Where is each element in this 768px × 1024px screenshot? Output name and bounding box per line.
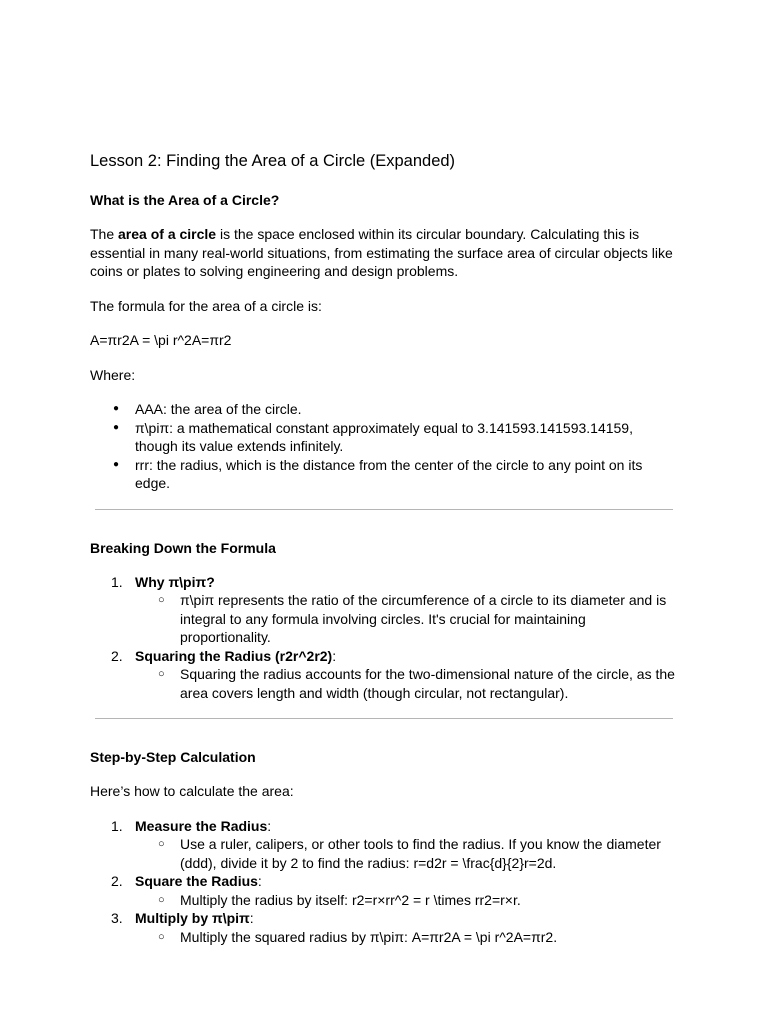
item-bold: Squaring the Radius (r2r^2r2) — [135, 647, 333, 664]
section-heading-breakdown: Breaking Down the Formula — [90, 539, 276, 556]
sub-list — [135, 665, 678, 702]
intro-post: is the space enclosed within its circular boundary. Calculating this is essential in many real-world situations, from estimating the surface area of circular objects like coins or plates to solving engineering and design problems. — [90, 226, 673, 279]
variable-list — [90, 400, 678, 493]
item-bold: Measure the Radius — [135, 817, 268, 834]
list-item: ● rrr: the radius, which is the distance from the center of the circle to any point on its edge. — [135, 456, 678, 493]
divider — [95, 509, 673, 510]
item-number: 2. — [111, 647, 123, 664]
where-label: Where: — [90, 366, 136, 383]
section-heading-steps: Step-by-Step Calculation — [90, 749, 256, 765]
item-number: 1. — [111, 573, 123, 590]
breakdown-list — [90, 573, 678, 703]
item-bold: Multiply by π\piπ — [135, 910, 250, 926]
divider — [95, 718, 673, 719]
sub-list-item: ○ Multiply the radius by itself: r2=r×rr^2 = r \times rr2=r×r. — [180, 891, 678, 910]
sub-list-item: ○ Use a ruler, calipers, or other tools to find the radius. If you know the diameter (ddd), divide it by 2 to find the radius: r=d2r = \frac{d}{2}r=2d. — [180, 835, 678, 872]
formula-intro: The formula for the area of a circle is: — [90, 297, 322, 314]
list-item — [111, 817, 678, 873]
list-item: ● π\piπ: a mathematical constant approximately equal to 3.141593.141593.14159, though its value extends infinitely. — [135, 419, 678, 456]
intro-pre: The — [90, 226, 119, 242]
sub-list-item: ○ π\piπ represents the ratio of the circumference of a circle to its diameter and is integral to any formula involving circles. It's crucial for maintaining proportionality. — [180, 591, 678, 647]
item-after: : — [249, 910, 254, 926]
item-number: 2. — [111, 873, 123, 889]
list-item: ● AAA: the area of the circle. — [135, 400, 678, 419]
sub-list-item: ○ Squaring the radius accounts for the two-dimensional nature of the circle, as the area covers length and width (though circular, not rectangular). — [180, 665, 678, 702]
item-bold: Why π\piπ? — [135, 573, 215, 590]
steps-intro: Here’s how to calculate the area: — [90, 783, 294, 799]
item-bold: Square the Radius — [135, 873, 258, 889]
section-heading-area: What is the Area of a Circle? — [90, 192, 280, 208]
formula-line: A=πr2A = \pi r^2A=πr2 — [90, 332, 232, 348]
page-title: Lesson 2: Finding the Area of a Circle (Expanded) — [90, 152, 456, 170]
sub-list-item: ○ Multiply the squared radius by π\piπ: A=πr2A = \pi r^2A=πr2. — [180, 928, 678, 947]
list-item — [111, 647, 678, 703]
intro-bold-term: area of a circle — [118, 226, 217, 242]
item-number: 1. — [111, 817, 123, 834]
sub-list — [135, 891, 678, 910]
list-item — [111, 909, 678, 946]
item-after: : — [257, 873, 262, 889]
list-item — [111, 872, 678, 909]
steps-list — [90, 817, 678, 947]
item-number: 3. — [111, 910, 123, 926]
intro-paragraph — [90, 225, 678, 281]
sub-list — [135, 835, 678, 872]
item-after: : — [332, 647, 337, 664]
list-item — [111, 573, 678, 647]
sub-list — [135, 591, 678, 647]
sub-list — [135, 928, 678, 947]
item-after: : — [267, 817, 272, 834]
